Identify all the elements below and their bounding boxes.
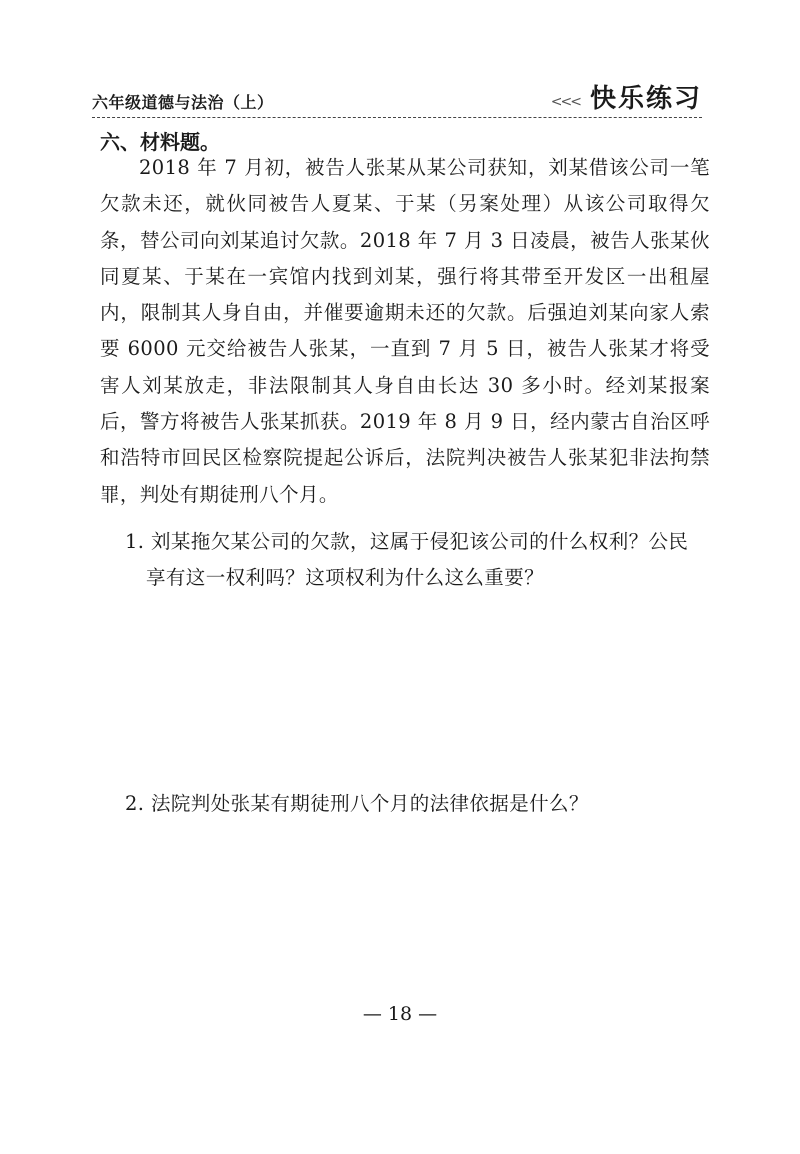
book-title: 六年级道德与法治（上）	[92, 93, 274, 112]
brand-title: 快乐练习	[589, 84, 702, 114]
header-divider	[92, 117, 702, 118]
question-1-line-2: 享有这一权利吗？这项权利为什么这么重要？	[146, 566, 545, 589]
chevrons-icon: <<<	[550, 93, 580, 110]
page-header	[92, 78, 702, 118]
question-2	[125, 786, 715, 822]
page-number: — 18 —	[362, 1003, 438, 1025]
question-1-line-1: 1. 刘某拖欠某公司的欠款，这属于侵犯该公司的什么权利？公民	[125, 530, 689, 553]
material-passage: 2018 年 7 月初，被告人张某从某公司获知，刘某借该公司一笔欠款未还，就伙同被告人夏某、于某（另案处理）从该公司取得欠条，替公司向刘某追讨欠款。2018 年 7 月 3 日凌晨，被告人张某伙同夏某、于某在一宾馆内找到刘某，强行将其带至开发区一出租屋内，限制其人身自由，并催要逾期未还的欠款。后强迫刘某向家人索要 6000 元交给被告人张某，一直到 7 月 5 日，被告人张某才将受害人刘某放走，非法限制其人身自由长达 30 多小时。经刘某报案后，警方将被告人张某抓获。2019 年 8 月 9 日，经内蒙古自治区呼和浩特市回民区检察院提起公诉后，法院判决被告人张某犯非法拘禁罪，判处有期徒刑八个月。	[100, 156, 710, 506]
question-1	[125, 524, 715, 596]
question-2-line-1: 2. 法院判处张某有期徒刑八个月的法律依据是什么？	[125, 792, 589, 815]
section-title: 六、材料题。	[100, 130, 220, 154]
header-brand-group	[551, 78, 702, 115]
